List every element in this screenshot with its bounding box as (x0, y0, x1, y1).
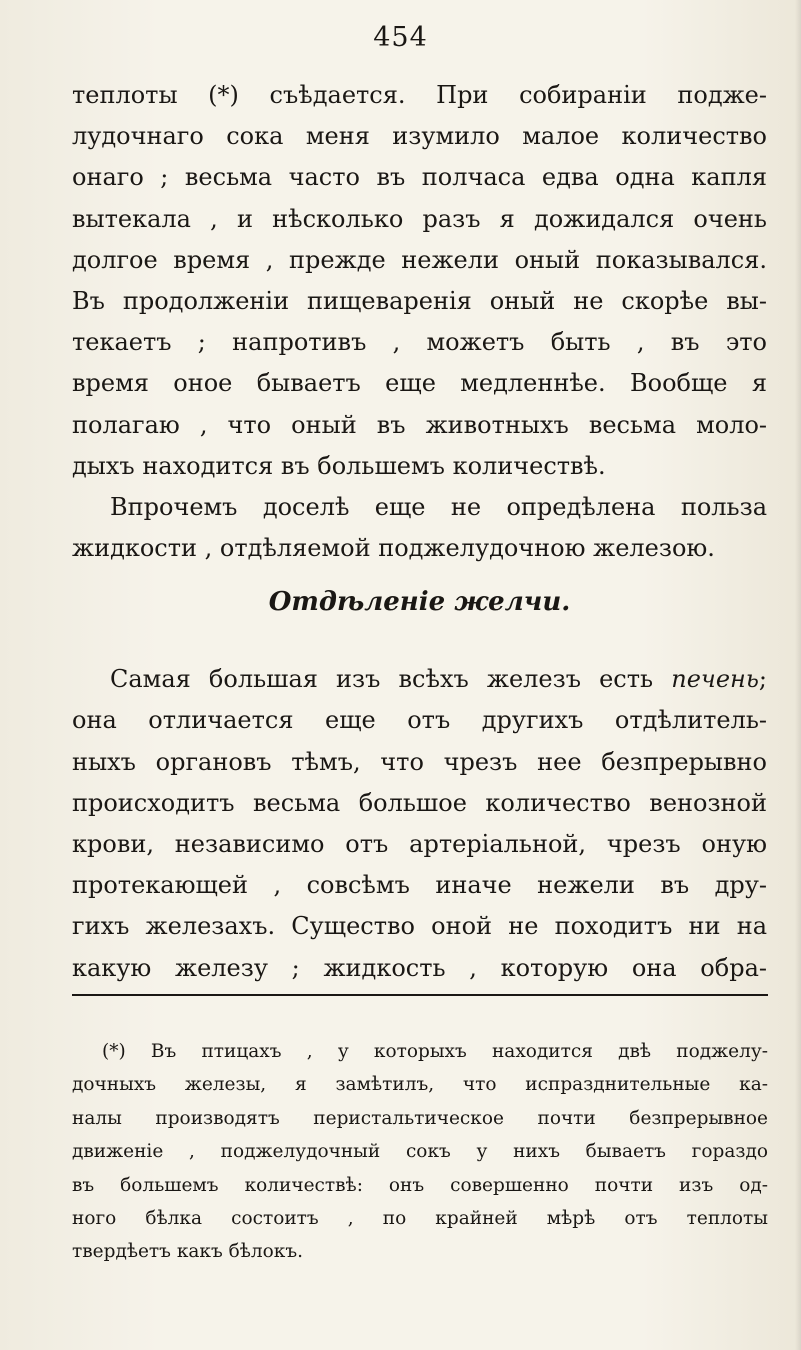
text-line: гихъ железахъ. Существо оной не походитъ ни на (72, 912, 767, 941)
text-line: текаетъ ; напротивъ , можетъ быть , въ это (72, 328, 767, 357)
text-line (72, 659, 767, 700)
footnote (72, 1035, 768, 1269)
paragraph-liver (72, 659, 767, 989)
text-run: ; (758, 665, 767, 694)
page-number: 454 (373, 22, 428, 53)
footnote-line: твердѣетъ какъ бѣлокъ. (72, 1241, 304, 1263)
text-line: происходитъ весьма большое количество венозной (72, 788, 767, 817)
text-line: время оное бываетъ еще медленнѣе. Вообще я (72, 369, 767, 398)
section-heading-block (72, 569, 767, 659)
section-heading: Отдѣленіе желчи. (268, 587, 571, 618)
text-line: жидкости , отдѣляемой поджелудочною железою. (72, 534, 715, 563)
text-line: теплоты (*) съѣдается. При собираніи подже- (72, 81, 767, 109)
text-line: протекающей , совсѣмъ иначе нежели въ дру- (72, 871, 767, 900)
text-line: ныхъ органовъ тѣмъ, что чрезъ нее безпрерывно (72, 747, 767, 776)
text-line: Впрочемъ доселѣ еще не опредѣлена польза (110, 492, 767, 521)
footnote-line: ного бѣлка состоитъ , по крайней мѣрѣ отъ теплоты (72, 1207, 768, 1229)
footnote-line: движеніе , поджелудочный сокъ у нихъ бываетъ гораздо (72, 1141, 768, 1163)
main-text (72, 75, 767, 989)
paragraph-pancreatic-juice (72, 75, 767, 487)
footnote-line: (*) Въ птицахъ , у которыхъ находится двѣ поджелу- (102, 1041, 768, 1062)
text-line: онаго ; весьма часто въ полчаса едва одна капля (72, 163, 767, 192)
footnote-line: налы производятъ перистальтическое почти безпрерывное (72, 1107, 768, 1129)
footnote-divider (72, 994, 768, 996)
text-line: полагаю , что оный въ животныхъ весьма моло- (72, 410, 767, 439)
text-line: долгое время , прежде нежели оный показывался. (72, 245, 767, 274)
text-line: Въ продолженіи пищеваренія оный не скорѣе вы- (72, 286, 767, 315)
emphasized-term: печень (671, 665, 759, 694)
text-line: лудочнаго сока меня изумило малое количество (72, 122, 767, 151)
text-line: вытекала , и нѣсколько разъ я дожидался очень (72, 204, 767, 233)
text-line: крови, независимо отъ артеріальной, чрезъ оную (72, 830, 767, 858)
text-line: дыхъ находится въ большемъ количествѣ. (72, 451, 606, 480)
paragraph-pancreatic-use (72, 487, 767, 569)
footnote-line: дочныхъ железы, я замѣтилъ, что испразднительные ка- (72, 1074, 768, 1096)
footnote-line: въ большемъ количествѣ: онъ совершенно почти изъ од- (72, 1174, 768, 1196)
text-run: Самая большая изъ всѣхъ железъ есть (110, 665, 672, 694)
text-line: она отличается еще отъ другихъ отдѣлитель- (72, 706, 767, 735)
text-line: какую железу ; жидкость , которую она обра- (72, 953, 767, 982)
